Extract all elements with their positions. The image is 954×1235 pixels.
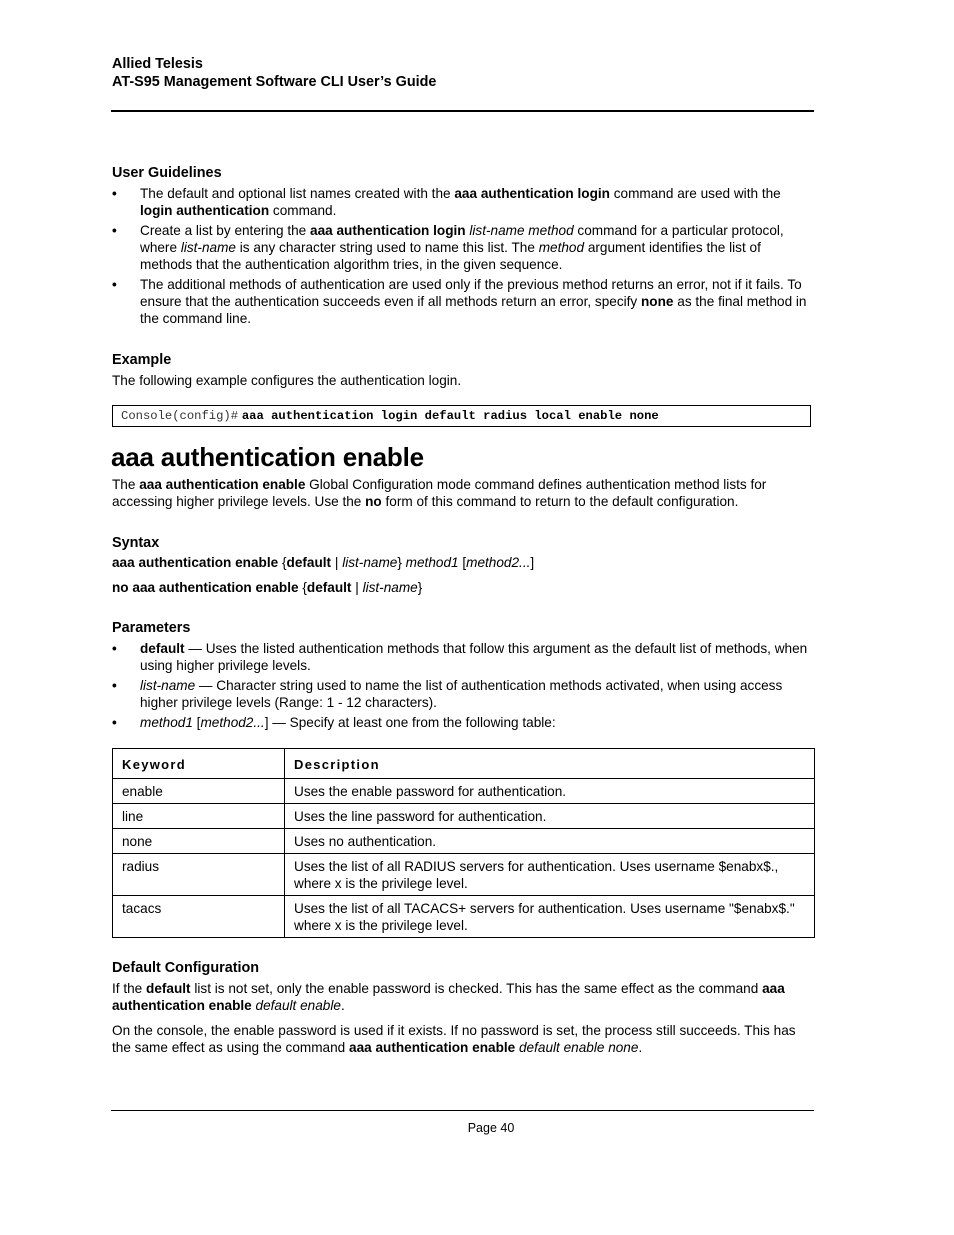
keyword-cell: radius	[113, 854, 285, 896]
bullet-icon: •	[112, 641, 117, 656]
column-header-description: Description	[285, 749, 815, 779]
bullet-icon: •	[112, 678, 117, 693]
table-row	[113, 854, 815, 896]
page-number: Page 40	[467, 1121, 515, 1135]
column-header-keyword: Keyword	[113, 749, 285, 779]
user-guidelines-heading: User Guidelines	[112, 165, 222, 181]
list-item: • default — Uses the listed authentication methods that follow this argument as the default list of methods, when using higher privilege levels.	[112, 641, 808, 673]
section-title: aaa authentication enable	[111, 442, 424, 472]
document-header	[112, 55, 812, 91]
section-intro: The aaa authentication enable Global Configuration mode command defines authentication method lists for accessing higher privilege levels. Use the no form of this command to return to the default configuration.	[112, 477, 767, 509]
console-prompt: Console(config)#	[121, 409, 239, 423]
parameters-list	[112, 640, 812, 734]
bullet-icon: •	[112, 186, 117, 201]
keyword-cell: tacacs	[113, 896, 285, 938]
example-text: The following example configures the authentication login.	[112, 373, 462, 388]
list-item: • list-name — Character string used to name the list of authentication methods activated, when using access higher privilege levels (Range: 1 - 12 characters).	[112, 678, 783, 710]
table-header-row	[113, 749, 815, 779]
example-heading: Example	[112, 352, 172, 368]
list-item: • method1 [method2...] — Specify at least one from the following table:	[112, 715, 556, 730]
console-command: aaa authentication login default radius local enable none	[241, 409, 659, 423]
list-item: • Create a list by entering the aaa authentication login list-name method command for a particular protocol, where list-name is any character string used to name this list. The method argument identifies the list of methods that the authentication algorithm tries, in the given sequence.	[112, 223, 784, 272]
list-item: • The additional methods of authentication are used only if the previous method returns an error, not if it fails. To ensure that the authentication succeeds even if all methods return an error, specify none as the final method in the command line.	[112, 277, 807, 326]
bullet-icon: •	[112, 223, 117, 238]
user-guidelines-list	[112, 185, 812, 330]
footer-rule	[111, 1110, 814, 1111]
syntax-line-1: aaa authentication enable {default | list-name} method1 [method2...]	[112, 555, 535, 570]
code-example	[112, 405, 811, 427]
table-row	[113, 829, 815, 854]
description-cell: Uses the enable password for authentication.	[285, 779, 815, 804]
company-name: Allied Telesis	[112, 56, 203, 72]
table-row	[113, 896, 815, 938]
default-configuration-heading: Default Configuration	[112, 960, 260, 976]
parameters-heading: Parameters	[112, 620, 191, 636]
default-configuration-paragraph-2: On the console, the enable password is used if it exists. If no password is set, the process still succeeds. This has the same effect as using the command aaa authentication enable default enable none.	[112, 1023, 796, 1055]
keyword-table	[112, 748, 815, 938]
list-item: • The default and optional list names created with the aaa authentication login command are used with the login authentication command.	[112, 186, 781, 218]
keyword-cell: none	[113, 829, 285, 854]
table-row	[113, 779, 815, 804]
syntax-heading: Syntax	[112, 535, 160, 551]
syntax-line-2: no aaa authentication enable {default | list-name}	[112, 580, 423, 595]
table-row	[113, 804, 815, 829]
default-configuration-paragraph-1: If the default list is not set, only the enable password is checked. This has the same effect as the command aaa authentication enable default enable.	[112, 981, 785, 1013]
description-cell: Uses no authentication.	[285, 829, 815, 854]
bullet-icon: •	[112, 715, 117, 730]
guide-title: AT-S95 Management Software CLI User’s Guide	[112, 74, 437, 90]
description-cell: Uses the list of all RADIUS servers for authentication. Uses username $enabx$., where x is the privilege level.	[285, 854, 815, 896]
keyword-cell: line	[113, 804, 285, 829]
bullet-icon: •	[112, 277, 117, 292]
description-cell: Uses the list of all TACACS+ servers for authentication. Uses username "$enabx$." where x is the privilege level.	[285, 896, 815, 938]
description-cell: Uses the line password for authentication.	[285, 804, 815, 829]
header-rule	[111, 110, 814, 112]
keyword-cell: enable	[113, 779, 285, 804]
